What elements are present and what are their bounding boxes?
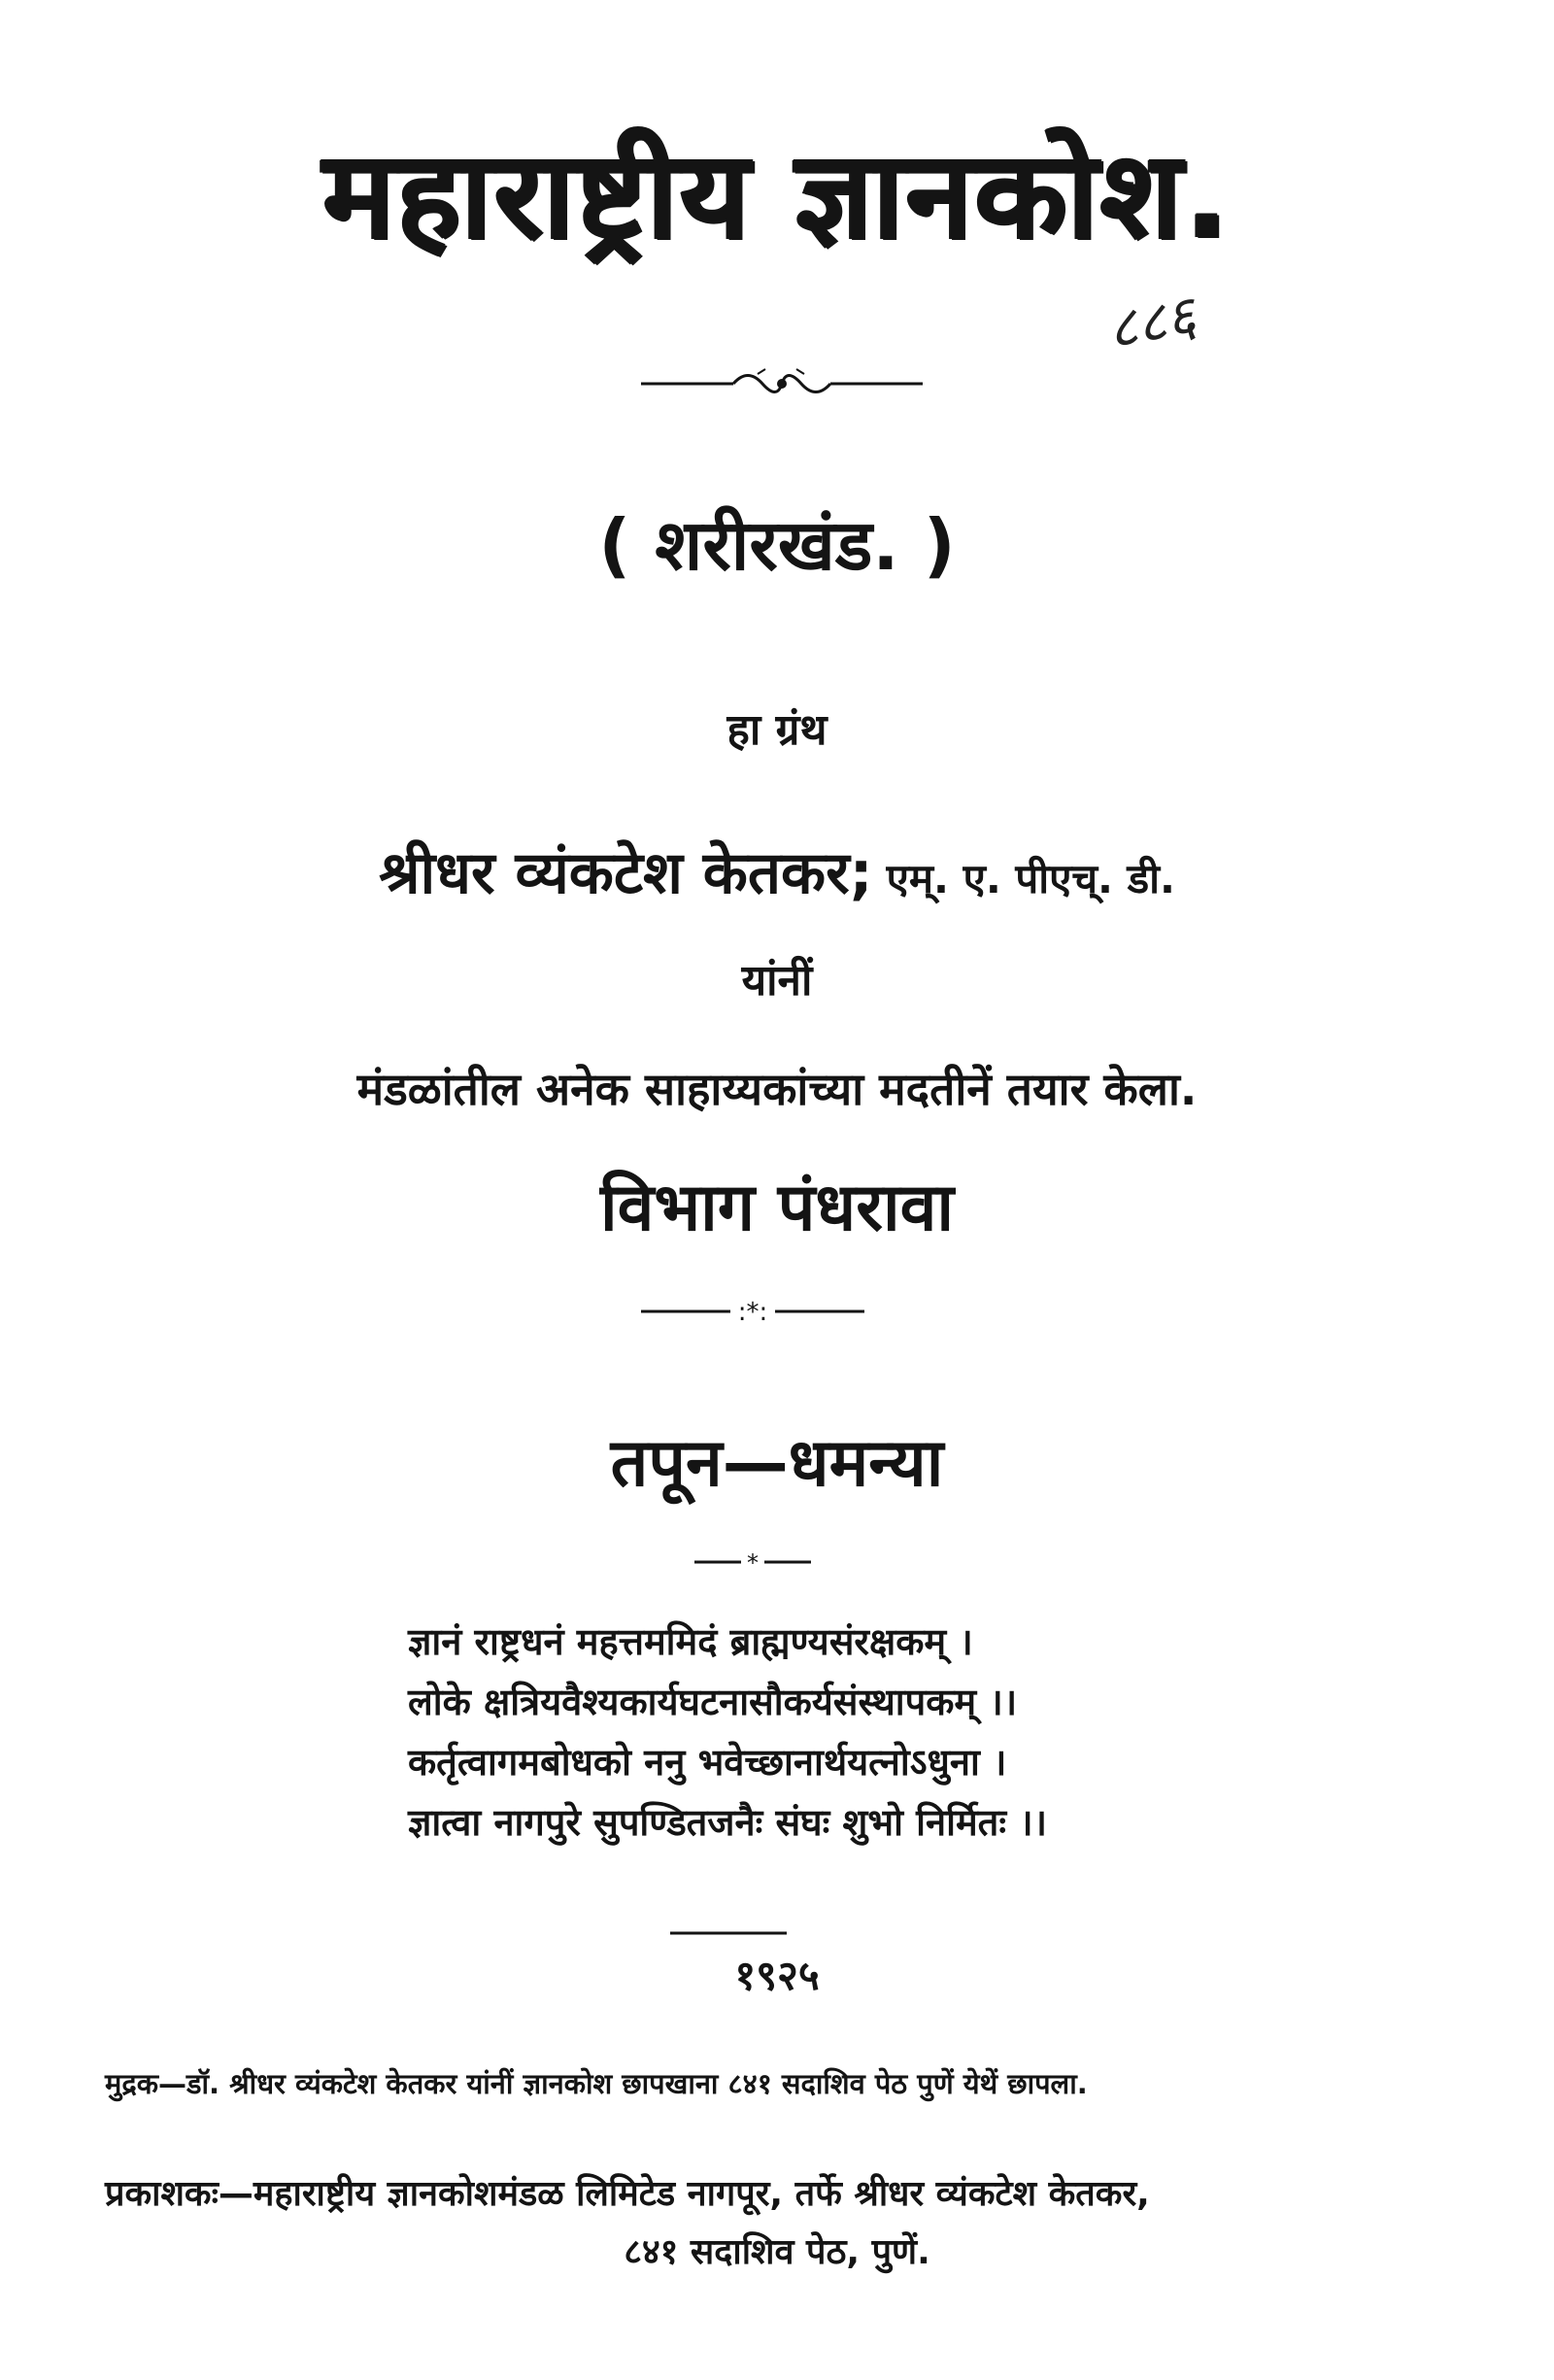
star-divider-icon xyxy=(641,1297,864,1326)
author-name: श्रीधर व्यंकटेश केतकर; xyxy=(379,839,873,907)
section-heading: विभाग पंधरावा xyxy=(599,1170,955,1246)
author-line xyxy=(0,831,1554,910)
publication-year: १९२५ xyxy=(734,1952,820,1999)
book-title: महाराष्ट्रीय ज्ञानकोश. xyxy=(322,125,1232,265)
verse-line: कर्तृत्वागमबोधको ननु भवेच्छानार्थयत्नोऽधुना । xyxy=(408,1741,1007,1784)
publisher-line: प्रकाशकः—महाराष्ट्रीय ज्ञानकोशमंडळ लिमिटेड नागपूर, तर्फे श्रीधर व्यंकटेश केतकर, xyxy=(105,2174,1150,2214)
rule-divider xyxy=(670,1928,787,1938)
handwritten-number: ८८६ xyxy=(1102,282,1201,363)
publisher-address: ८४१ सदाशिव पेठ, पुणें. xyxy=(624,2232,930,2272)
svg-text::*:: :*: xyxy=(737,1298,768,1326)
svg-text:*: * xyxy=(747,1549,759,1577)
intro-text: हा ग्रंथ xyxy=(726,705,828,755)
assistance-line: मंडळांतील अनेक साहाय्यकांच्या मदतीनें तयार केला. xyxy=(356,1063,1198,1115)
by-line: यांनीं xyxy=(741,956,813,1005)
printer-line: मुद्रक—डॉ. श्रीधर व्यंकटेश केतकर यांनीं ज्ञानकोश छापखाना ८४१ सदाशिव पेठ पुणें येथें छापला. xyxy=(105,2067,1088,2100)
verse-line: ज्ञानं राष्ट्रधनं महत्तममिदं ब्राह्मण्यसंरक्षकम् । xyxy=(408,1620,973,1663)
ornament-divider-icon xyxy=(641,359,923,408)
entry-range: तपून—धमन्या xyxy=(610,1425,944,1502)
verse-line: लोके क्षत्रियवैश्यकार्यघटनासौकर्यसंस्थापकम् ।। xyxy=(408,1681,1018,1723)
star-divider-icon xyxy=(694,1547,811,1577)
verse-line: ज्ञात्वा नागपुरे सुपण्डितजनैः संघः शुभो निर्मितः ।। xyxy=(408,1801,1048,1844)
author-degree: एम्. ए. पीएच्. डी. xyxy=(886,855,1175,902)
volume-subtitle: ( शरीरखंड. ) xyxy=(598,504,956,586)
